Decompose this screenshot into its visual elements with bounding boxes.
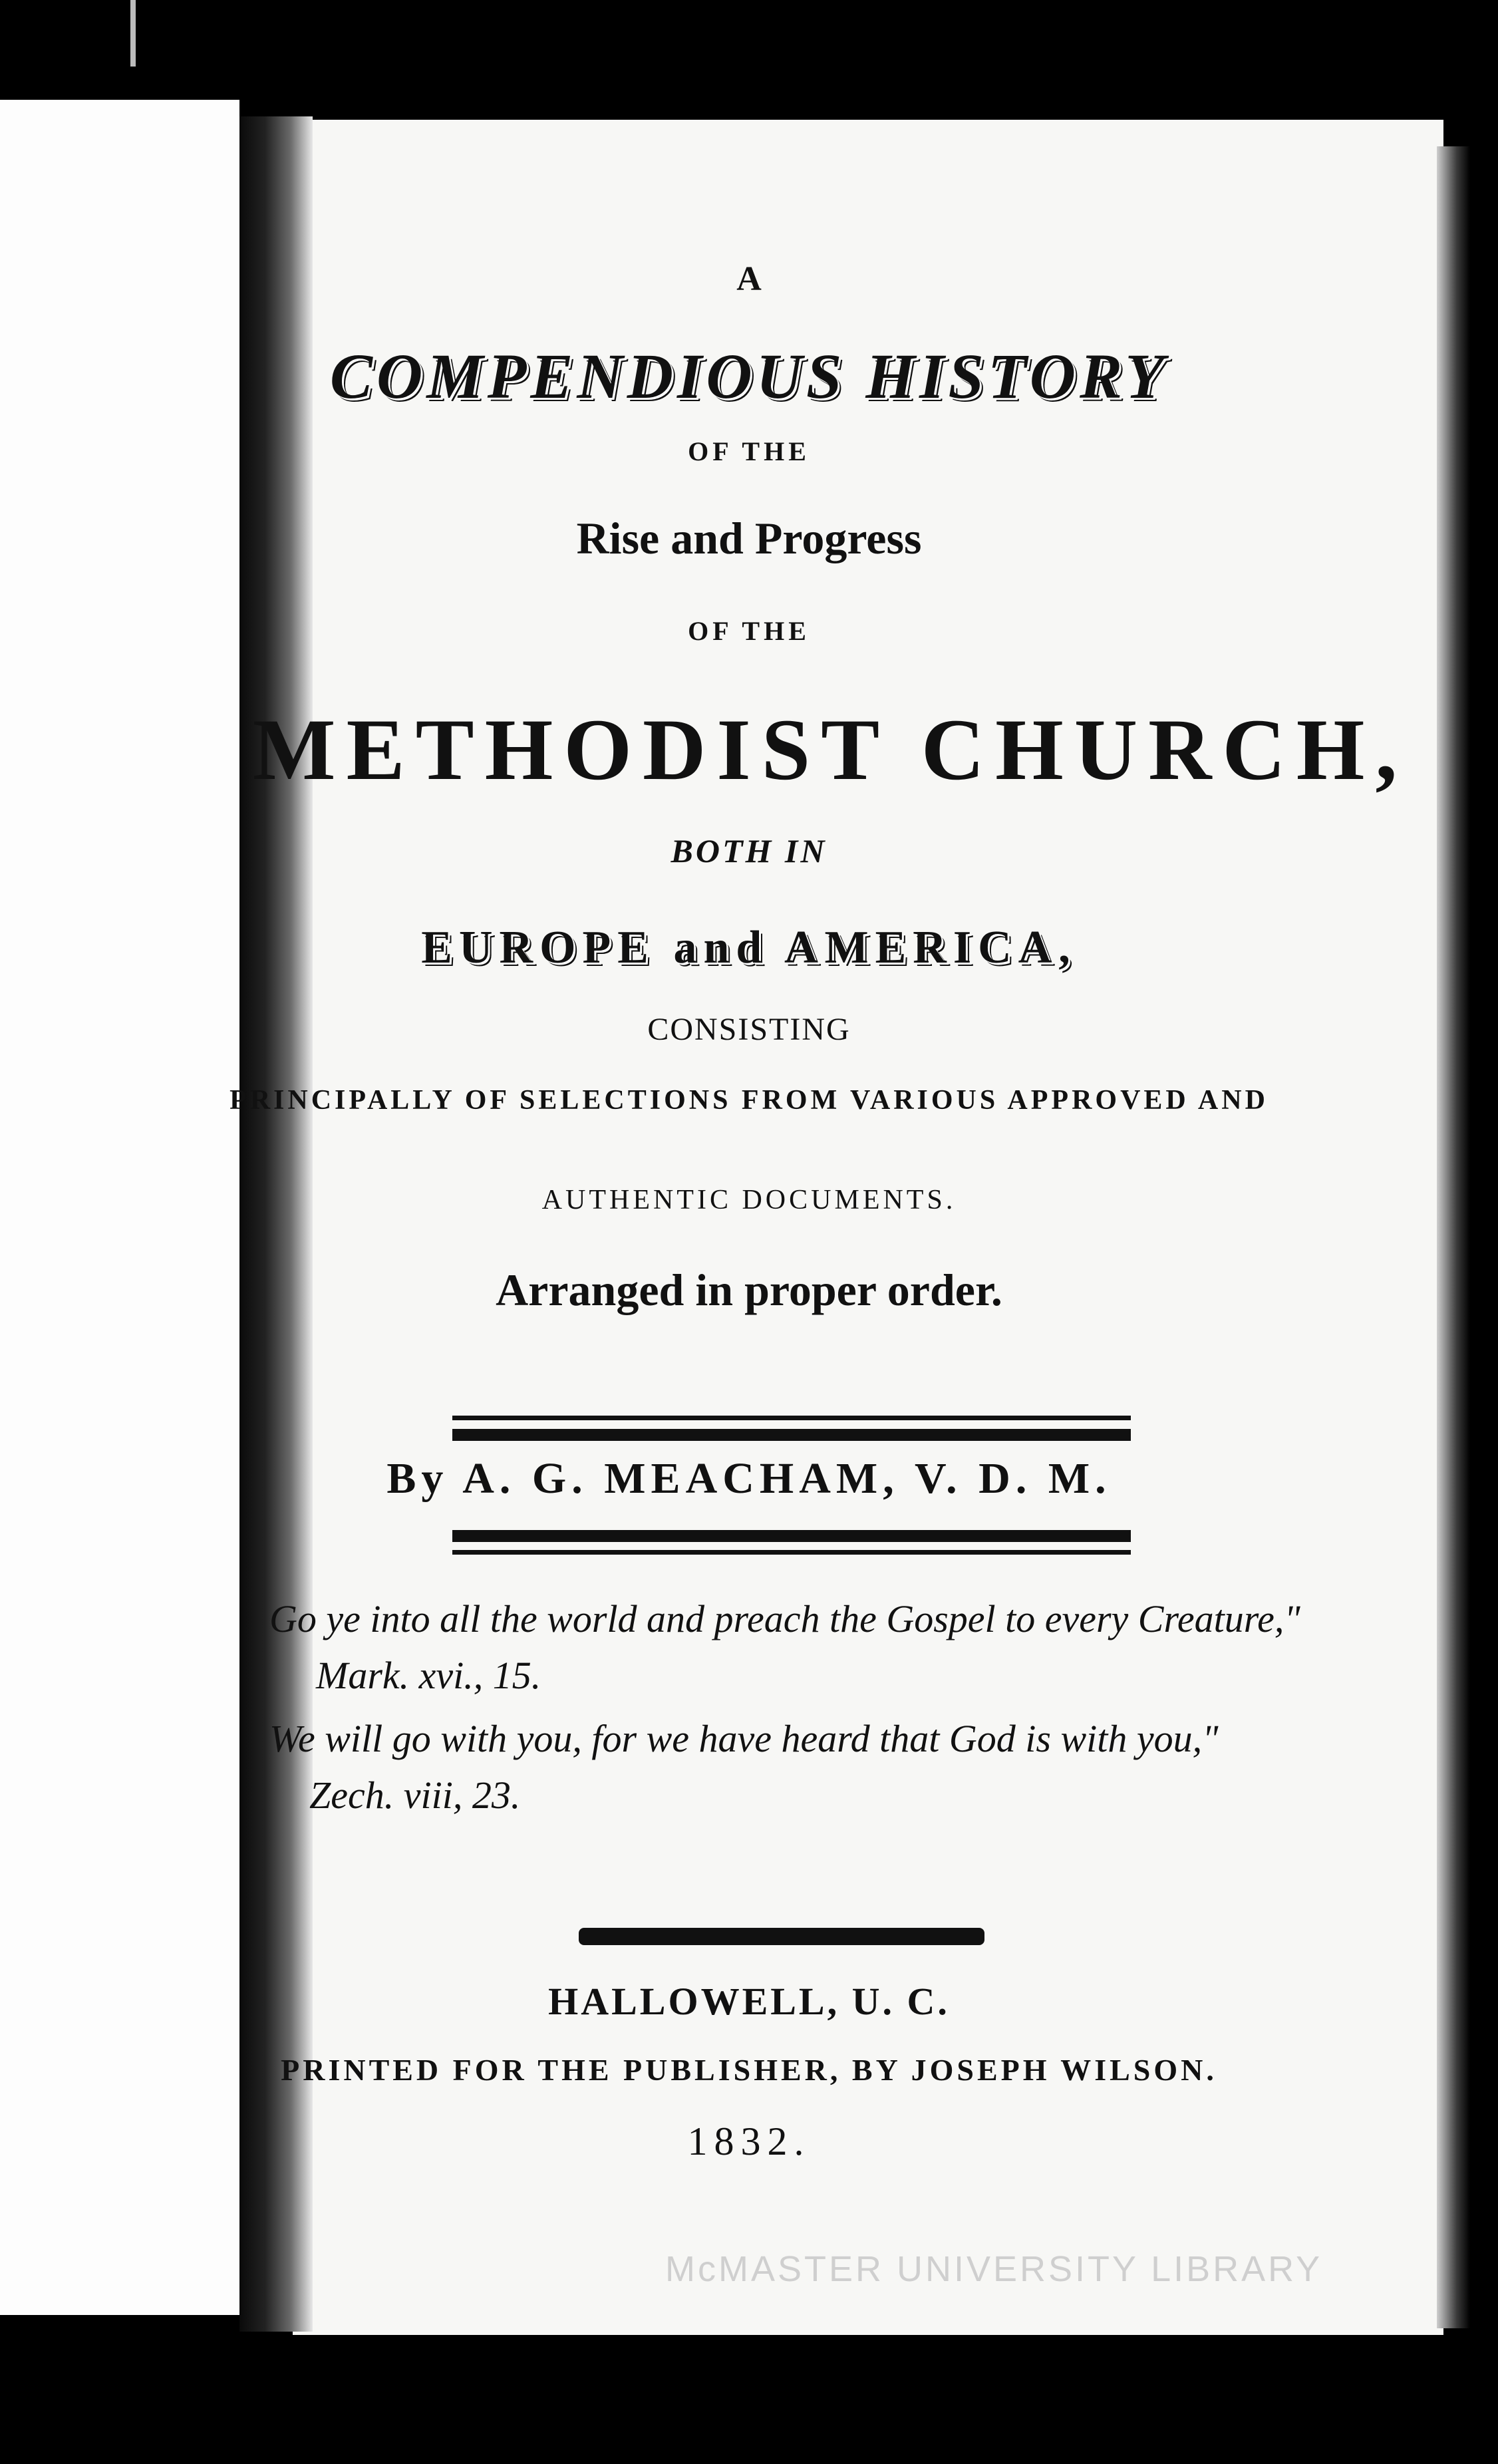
epigraph-2-text: We will go with you, for we have heard that God is with you," — [269, 1717, 1219, 1760]
of-the-connector-1: OF THE — [688, 436, 810, 466]
both-in-text: BOTH IN — [671, 832, 827, 869]
epigraph-1-reference: Mark. xvi., 15. — [316, 1654, 541, 1697]
title-article: A — [736, 260, 762, 298]
consisting-text: CONSISTING — [647, 1012, 851, 1047]
imprint-printer: PRINTED FOR THE PUBLISHER, BY JOSEPH WILSON. — [281, 2053, 1217, 2087]
author-byline: By A. G. MEACHAM, V. D. M. — [386, 1454, 1112, 1503]
imprint-place: HALLOWELL, U. C. — [548, 1980, 950, 2023]
continents-line: EUROPE and AMERICA, — [421, 922, 1077, 973]
rule-thin-top — [452, 1416, 1131, 1420]
main-title: COMPENDIOUS HISTORY — [329, 341, 1169, 412]
rule-thick-top — [452, 1429, 1131, 1441]
description-line-1: PRINCIPALLY OF SELECTIONS FROM VARIOUS APPROVED AND — [229, 1085, 1269, 1116]
church-name: METHODIST CHURCH, — [253, 700, 1408, 798]
arranged-line: Arranged in proper order. — [496, 1265, 1002, 1315]
imprint-year: 1832. — [687, 2119, 811, 2163]
description-line-2: AUTHENTIC DOCUMENTS. — [541, 1185, 957, 1215]
rule-thin-bottom — [452, 1550, 1131, 1555]
of-the-connector-2: OF THE — [688, 616, 810, 646]
subtitle-rise-progress: Rise and Progress — [576, 513, 922, 563]
rule-thick-bottom — [452, 1530, 1131, 1542]
library-stamp: McMASTER UNIVERSITY LIBRARY — [665, 2249, 1323, 2289]
scan-speck — [130, 0, 136, 67]
epigraph-1-text: Go ye into all the world and preach the Gospel to every Creature," — [269, 1597, 1300, 1640]
imprint-rule — [579, 1928, 984, 1945]
epigraph-2-reference: Zech. viii, 23. — [309, 1773, 521, 1817]
